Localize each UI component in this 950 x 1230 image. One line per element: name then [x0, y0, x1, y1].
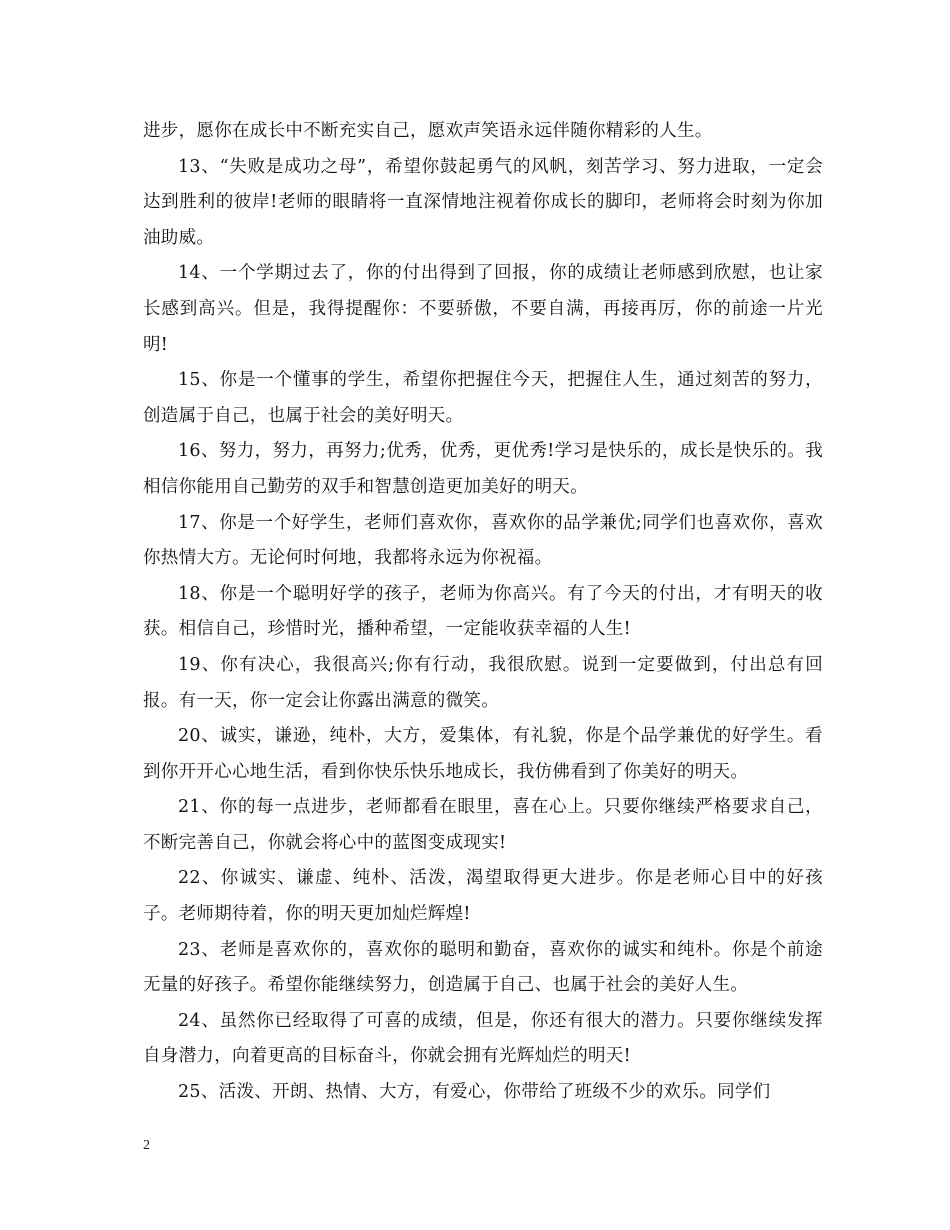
paragraph-continued: 进步，愿你在成长中不断充实自己，愿欢声笑语永远伴随你精彩的人生。	[143, 121, 713, 141]
paragraph-22: 22、你诚实、谦虚、纯朴、活泼，渴望取得更大进步。你是老师心目中的好孩子。老师期待着，你的明天更加灿烂辉煌!	[143, 868, 823, 925]
paragraph-25: 25、活泼、开朗、热情、大方，有爱心，你带给了班级不少的欢乐。同学们	[178, 1082, 771, 1103]
paragraph-23: 23、老师是喜欢你的，喜欢你的聪明和勤奋，喜欢你的诚实和纯朴。你是个前途无量的好孩子。希望你能继续努力，创造属于自己、也属于社会的美好人生。	[143, 939, 823, 996]
paragraph-21: 21、你的每一点进步，老师都看在眼里，喜在心上。只要你继续严格要求自己，不断完善自己，你就会将心中的蓝图变成现实!	[143, 797, 823, 853]
paragraph-15: 15、你是一个懂事的学生，希望你把握住今天，把握住人生，通过刻苦的努力，创造属于自己，也属于社会的美好明天。	[143, 370, 823, 426]
paragraph-19: 19、你有决心，我很高兴;你有行动，我很欣慰。说到一定要做到，付出总有回报。有一天，你一定会让你露出满意的微笑。	[143, 654, 823, 711]
paragraph-14: 14、一个学期过去了，你的付出得到了回报，你的成绩让老师感到欣慰，也让家长感到高兴。但是，我得提醒你：不要骄傲，不要自满，再接再厉，你的前途一片光明!	[143, 263, 823, 355]
paragraph-24: 24、虽然你已经取得了可喜的成绩，但是，你还有很大的潜力。只要你继续发挥自身潜力，向着更高的目标奋斗，你就会拥有光辉灿烂的明天!	[143, 1010, 823, 1067]
page-number: 2	[143, 1138, 150, 1153]
paragraph-13: 13、“失败是成功之母”，希望你鼓起勇气的风帆，刻苦学习、努力进取，一定会达到胜利的彼岸!老师的眼睛将一直深情地注视着你成长的脚印，老师将会时刻为你加油助威。	[143, 156, 823, 248]
paragraph-18: 18、你是一个聪明好学的孩子，老师为你高兴。有了今天的付出，才有明天的收获。相信自己，珍惜时光，播种希望，一定能收获幸福的人生!	[143, 583, 823, 640]
paragraph-16: 16、努力，努力，再努力;优秀，优秀，更优秀!学习是快乐的，成长是快乐的。我相信你能用自己勤劳的双手和智慧创造更加美好的明天。	[143, 441, 823, 497]
paragraph-17: 17、你是一个好学生，老师们喜欢你，喜欢你的品学兼优;同学们也喜欢你，喜欢你热情大方。无论何时何地，我都将永远为你祝福。	[143, 512, 823, 569]
paragraph-20: 20、诚实，谦逊，纯朴，大方，爱集体，有礼貌，你是个品学兼优的好学生。看到你开开心心地生活，看到你快乐快乐地成长，我仿佛看到了你美好的明天。	[143, 726, 823, 782]
document-body	[143, 114, 823, 1111]
